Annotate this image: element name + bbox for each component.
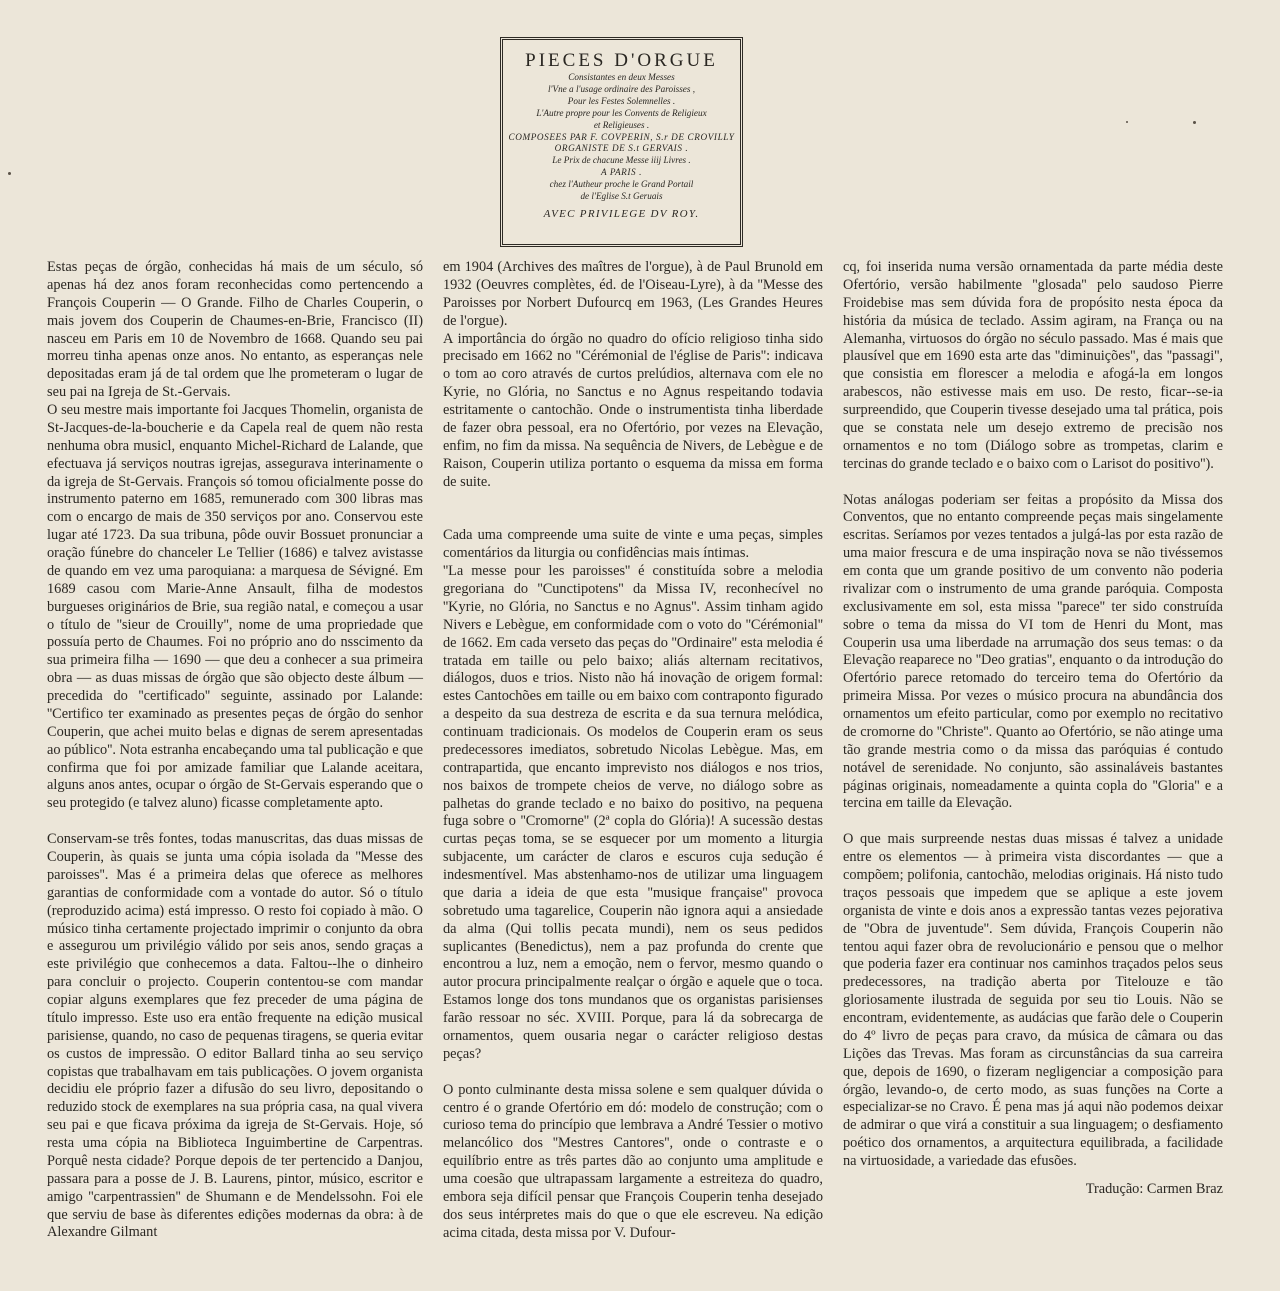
- title-page-line: Consistantes en deux Messes: [568, 72, 675, 82]
- paragraph: O que mais surpreende nestas duas missas é talvez a unidade entre os elementos — à primeira vista discordantes — que a compõem; polifonia, cantochão, melodias originais. Há nisto tudo traços pessoais que impedem que se aplique a este jovem organista de vinte e dois anos a expressão tantas vezes pejorativa de ''Obra de juventude''. Sem dúvida, François Couperin não tentou aqui fazer obra de revolucionário e pensou que o melhor que poderia fazer era continuar nos caminhos traçados pelos seus predecessores, na tradição aberta por Titelouze e tão gloriosamente ilustrada de seguida por seu tio Louis. Não se encontram, evidentemente, as audácias que farão dele o Couperin do 4º livro de peças para cravo, da música de câmara ou das Lições das Trevas. Mas foram as circunstâncias da sua carreira que, depois de 1690, o fizeram negligenciar a composição para órgão, levando-o, de certo modo, as suas funções na Corte a especializar-se no Cravo. É pena mas já aqui não podemos deixar de admirar o que virá a constituir a sua linguagem; o desfiamento poético dos ornamentos, a arquitectura equilibrada, a facilidade na virtuosidade, a variedade das efusões.: [843, 831, 1223, 1169]
- paragraph: ''La messe pour les paroisses'' é constituída sobre a melodia gregoriana do ''Cunctipotens'' da Missa IV, reconhecível no ''Kyrie, no Glória, no Sanctus e no Agnus''. Assim tinham agido Nivers e Lebègue, em conformidade com o voto do ''Cérémonial'' de 1662. Em cada verseto das peças do ''Ordinaire'' esta melodia é tratada em taille ou pelo baixo; aliás alternam recitativos, diálogos, duos e trios. Nisto não há inovação de origem formal: estes Cantochões em taille ou em baixo com contraponto figurado a despeito da sua destreza de escrita e da sua ternura melódica, continuam tradicionais. Os modelos de Couperin eram os seus predecessores imediatos, sobretudo Nicolas Lebègue. Mas, em contrapartida, que encanto imprevisto nos diálogos e nos trios, nos baixos de trompete cheios de verve, no diálogo sobre as palhetas do grande teclado e no baixo do positivo, na pequena fuga sobre o ''Cromorne'' (2ª copla do Glória)! A sucessão destas curtas peças toma, se se esquecer por um momento a liturgia subjacente, um carácter de claros e escuros cuja sedução é indesmentível. Mas abstenhamo-nos de utilizar uma linguagem que daria a ideia de que esta ''musique française'' provoca sobretudo uma tagarelice, Couperin não ignora aqui a ansiedade da alma (Qui tollis pecata mundi), nem os seus pedidos suplicantes (Benedictus), nem a paz profunda do crente que encontrou a luz, nem a emoção, nem o fervor, mesmo quando o autor procura principalmente realçar o órgão e aquele que o toca. Estamos longe dos tons mundanos que os organistas parisienses farão ressoar no séc. XVIII. Porque, para lá da sobrecarga de ornamentos, quem ousaria negar o carácter religioso destas peças?: [443, 563, 823, 1062]
- paragraph: Cada uma compreende uma suite de vinte e uma peças, simples comentários da liturgia ou confidências mais íntimas.: [443, 527, 823, 562]
- title-page-line: COMPOSEES PAR F. COVPERIN, S.r DE CROVILLY: [508, 131, 735, 142]
- paper-speck: [1193, 121, 1196, 124]
- title-page-line: et Religieuses .: [593, 119, 650, 130]
- paragraph: O ponto culminante desta missa solene e sem qualquer dúvida o centro é o grande Ofertório em dó: modelo de construção; com o curioso tema do princípio que lembrava a André Tessier o motivo melancólico dos ''Mestres Cantores'', onde o contraste e o equilíbrio entre as três partes dão ao conjunto uma amplitude e uma coesão que ultrapassam largamente a estreiteza do quadro, embora seja difícil pensar que François Couperin tenha desejado dos seus intérpretes mais do que o que ele escreveu. Na edição acima citada, desta missa por V. Dufour-: [443, 1081, 823, 1241]
- text-column-2: [443, 259, 823, 1243]
- title-page-line: Le Prix de chacune Messe iiij Livres .: [552, 155, 691, 166]
- paragraph: Conservam-se três fontes, todas manuscritas, das duas missas de Couperin, às quais se junta uma cópia isolada da ''Messe des paroisses''. Mas é a primeira delas que oferece as melhores garantias de conformidade com a vontade do autor. Só o título (reproduzido acima) está impresso. O resto foi copiado à mão. O músico tinha certamente projectado imprimir o conjunto da obra e assegurou um privilégio válido por seis anos, sendo graças a este privilégio que conhecemos a data. Faltou--lhe o dinheiro para concluir o projecto. Couperin contentou-se com mandar copiar alguns exemplares que fez preceder de uma página de título impresso. Este uso era então frequente na edição musical parisiense, quando, no caso de pequenas tiragens, se queria evitar os custos de impressão. O editor Ballard tinha ao seu serviço copistas que trabalhavam em tais publicações. O jovem organista decidiu ele próprio fazer a difusão do seu livro, depositando o reduzido stock de exemplares na sua própria casa, na qual vivera seu pai e que ficava próxima da igreja de St-Gervais. Hoje, só resta uma cópia na Biblioteca Inguimbertine de Carpentras. Porquê nesta cidade? Porque depois de ter pertencido a Danjou, passara para a posse de J. B. Laurens, pintor, músico, escritor e amigo ''carpentrassien'' de Shumann e de Mendelssohn. Foi ele que serviu de base às diferentes edições modernas da obra: à de Alexandre Gilmant: [47, 831, 423, 1241]
- paragraph: O seu mestre mais importante foi Jacques Thomelin, organista de St-Jacques-de-la-boucherie e da Capela real de quem não resta nenhuma obra musicl, enquanto Michel-Richard de Lalande, que efectuava já serviços noutras igrejas, assegurava interinamente o da igreja de St-Gervais. François só tomou oficialmente posse do instrumento paterno em 1685, remunerado com 300 libras mas com o encargo de mais de 350 serviços por ano. Conservou este lugar até 1723. Da sua tribuna, pôde ouvir Bossuet pronunciar a oração fúnebre do chanceler Le Tellier (1686) e talvez avistasse de quando em vez uma paroquiana: a marquesa de Sévigné. Em 1689 casou com Marie-Anne Ansault, filha de modestos burgueses originários de Brie, sua região natal, e começou a usar o título de ''sieur de Crouilly'', nome de uma propriedade que possuía perto de Chaumes. Foi no próprio ano do nsscimento da sua primeira filha — 1690 — que deu a conhecer a sua primeira obra — as duas missas de órgão que são objecto deste álbum — precedida do ''certificado'' seguinte, assinado por Lalande: ''Certifico ter examinado as presentes peças de órgão do senhor Couperin, que achei muito belas e dignas de serem apresentadas ao público''. Nota estranha encabeçando uma tal publicação e que confirma que foi por amizade familiar que Lalande aceitara, alguns anos antes, ocupar o órgão de St-Gervais esperando que o seu protegido (e talvez aluno) ficasse completamente apto.: [47, 402, 423, 812]
- text-column-3: [843, 259, 1223, 1199]
- paragraph: em 1904 (Archives des maîtres de l'orgue), à de Paul Brunold em 1932 (Oeuvres complètes, éd. de l'Oiseau-Lyre), à da ''Messe des Paroisses por Norbert Dufourcq em 1963, (Les Grandes Heures de l'orgue).: [443, 259, 823, 329]
- title-page-line: l'Vne a l'usage ordinaire des Paroisses ,: [547, 83, 696, 94]
- title-page-privilege: AVEC PRIVILEGE DV ROY.: [543, 207, 700, 220]
- paragraph: cq, foi inserida numa versão ornamentada da parte média deste Ofertório, versão habilmente ''glosada'' pelo saudoso Pierre Froidebise mas sem dúvida fora de propósito nesta época da história da música de teclado. Assim agiram, na França ou na Alemanha, virtuosos do órgão no século passado. Mas é mais que plausível que em 1690 esta arte das ''diminuições'', das ''passagi'', que consistia em florescer a melodia e afogá-la em longos arabescos, não estivesse mais em uso. De resto, ficar--se-ia surpreendido, que Couperin tivesse desejado uma tal prática, pois que se constata nele um desejo extremo de precisão nos ornamentos e no tom (Diálogo sobre as trompetas, clarim e tercinas do grande teclado e o baixo com o Larisot do positivo'').: [843, 259, 1223, 472]
- title-page-line: de l'Eglise S.t Geruais: [580, 191, 663, 202]
- title-page-line: ORGANISTE DE S.t GERVAIS .: [554, 143, 689, 154]
- paragraph: Notas análogas poderiam ser feitas a propósito da Missa dos Conventos, que no entanto compreende peças mais singelamente escritas. Seríamos por vezes tentados a julgá-las por esta razão de uma maior frescura e de uma inspiração nova se não tivéssemos em conta que um grande positivo de um convento não poderia rivalizar com o instrumento de uma grande paróquia. Composta exclusivamente em sol, esta missa ''parece'' ter sido construída sobre o tema da missa do VI tom de Henri du Mont, mas Couperin usa uma liberdade na arrumação dos seus temas: o da Elevação reaparece no ''Deo gratias'', enquanto o da introdução do Ofertório parece retomado do terceiro tema do Ofertório da primeira Missa. Por vezes o músico procura na abundância dos ornamentos um efeito particular, como por exemplo no recitativo de cromorne do ''Christe''. Quanto ao Ofertório, se não atinge uma tão grande mestria como o da missa das paróquias é contudo notável de serenidade. No conjunto, são assinaláveis bastantes páginas originais, nomeadamente a quinta copla do ''Gloria'' e a tercina em taille da Elevação.: [843, 491, 1223, 812]
- translation-credit: Tradução: Carmen Braz: [1085, 1180, 1223, 1197]
- paper-speck: [8, 172, 11, 175]
- text-column-1: [47, 259, 423, 1242]
- title-page-reproduction: [500, 37, 743, 247]
- title-page-line: L'Autre propre pour les Convents de Religieux: [536, 107, 707, 118]
- title-page-line: chez l'Autheur proche le Grand Portail: [549, 179, 694, 190]
- paragraph: Estas peças de órgão, conhecidas há mais de um século, só apenas há dez anos foram reconhecidas como pertencendo a François Couperin — O Grande. Filho de Charles Couperin, o mais jovem dos Couperin de Chaumes-en-Brie, Francisco (II) nasceu em Paris em 10 de Novembro de 1668. Quando seu pai morreu tinha apenas onze anos. No entanto, as esperanças nele depositadas eram já de tal ordem que lhe prometeram o lugar de seu pai na Igreja de St.-Gervais.: [47, 259, 423, 401]
- paragraph: A importância do órgão no quadro do ofício religioso tinha sido precisado em 1662 no ''Cérémonial de l'église de Paris'': indicava o tom ao coro através de curtos prelúdios, alternava com ele no Kyrie, no Glória, no Sanctus e no Agnus respeitando todavia estritamente o cantochão. Onde o instrumentista tinha liberdade de fazer obra pessoal, era no Ofertório, por vezes na Elevação, enfim, no fim da missa. Na sequência de Nivers, de Lebègue e de Raison, Couperin utiliza portanto o esquema da missa em forma de suite.: [443, 330, 823, 490]
- title-page-heading: PIECES D'ORGUE: [525, 50, 718, 71]
- title-page-line: Pour les Festes Solemnelles .: [567, 95, 676, 106]
- title-page-line: A PARIS .: [600, 167, 643, 178]
- paper-speck: [1126, 121, 1128, 123]
